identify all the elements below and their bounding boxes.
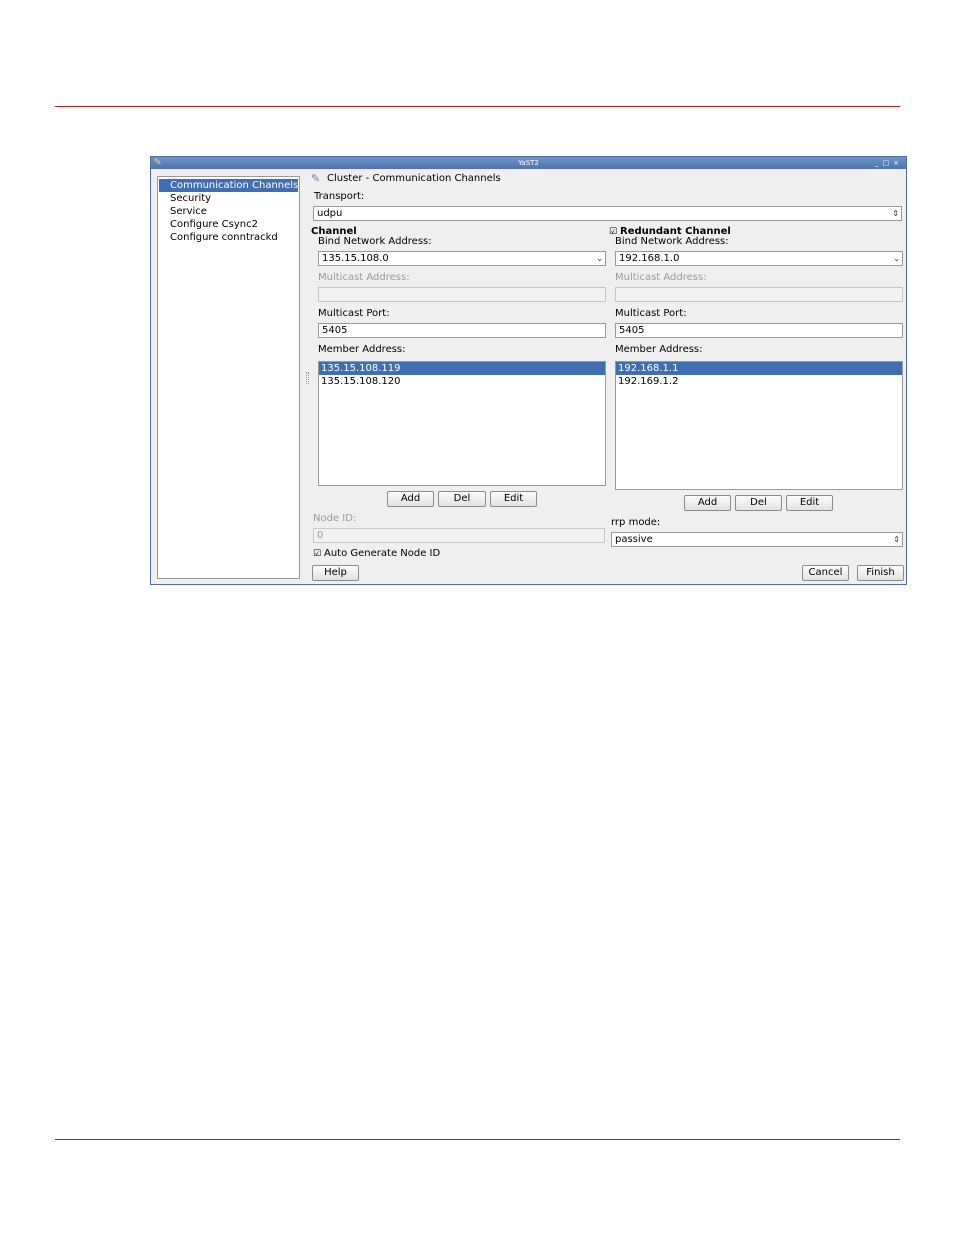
window-titlebar[interactable] bbox=[151, 157, 906, 169]
list-item[interactable]: 135.15.108.120 bbox=[321, 376, 401, 387]
redundant-multicast-port-field[interactable]: 5405 bbox=[615, 323, 903, 338]
redundant-bind-combo[interactable] bbox=[615, 251, 903, 266]
sidebar-tree bbox=[157, 176, 300, 579]
channel-bind-combo[interactable] bbox=[318, 251, 606, 266]
channel-edit-button[interactable]: Edit bbox=[490, 491, 537, 507]
redundant-channel-heading: Redundant Channel bbox=[620, 226, 731, 237]
window-title: YaST2 bbox=[518, 159, 539, 167]
transport-value: udpu bbox=[317, 208, 343, 219]
channel-heading: Channel bbox=[311, 226, 357, 237]
yast-app-icon: ✎ bbox=[154, 158, 162, 168]
redundant-bind-label: Bind Network Address: bbox=[615, 236, 729, 247]
redundant-channel-checkbox[interactable]: ☑ bbox=[609, 227, 618, 237]
sidebar-item-service[interactable]: Service bbox=[170, 206, 207, 217]
channel-multicast-port-label: Multicast Port: bbox=[318, 308, 390, 319]
redundant-member-list[interactable] bbox=[615, 361, 903, 490]
redundant-add-button[interactable]: Add bbox=[684, 495, 731, 511]
auto-generate-checkbox[interactable]: ☑ bbox=[313, 549, 322, 559]
list-item[interactable]: 192.168.1.1 bbox=[616, 362, 902, 375]
help-button[interactable]: Help bbox=[312, 565, 359, 581]
cluster-wrench-icon: ✎ bbox=[311, 172, 321, 185]
sidebar-item-communication-channels[interactable]: Communication Channels bbox=[159, 179, 298, 192]
channel-bind-value: 135.15.108.0 bbox=[322, 253, 389, 264]
channel-multicast-address-label: Multicast Address: bbox=[318, 272, 410, 283]
window-controls bbox=[875, 157, 903, 169]
chevron-down-icon: ⌄ bbox=[893, 254, 900, 263]
channel-multicast-address-field[interactable] bbox=[318, 287, 606, 302]
sidebar-item-security[interactable]: Security bbox=[170, 193, 212, 204]
transport-label: Transport: bbox=[314, 191, 365, 202]
updown-arrow-icon: ⇕ bbox=[893, 535, 900, 544]
footer-rule bbox=[55, 1139, 900, 1140]
page-title: Cluster - Communication Channels bbox=[327, 173, 501, 184]
minimize-icon[interactable]: _ bbox=[875, 159, 883, 167]
channel-add-button[interactable]: Add bbox=[387, 491, 434, 507]
rrp-mode-value: passive bbox=[615, 534, 653, 545]
redundant-multicast-address-field[interactable] bbox=[615, 287, 903, 302]
list-item[interactable]: 135.15.108.119 bbox=[319, 362, 605, 375]
redundant-edit-button[interactable]: Edit bbox=[786, 495, 833, 511]
sidebar-item-configure-csync2[interactable]: Configure Csync2 bbox=[170, 219, 258, 230]
redundant-multicast-port-label: Multicast Port: bbox=[615, 308, 687, 319]
close-icon[interactable]: × bbox=[893, 159, 903, 167]
maximize-icon[interactable]: □ bbox=[882, 159, 894, 167]
channel-bind-label: Bind Network Address: bbox=[318, 236, 432, 247]
header-rule bbox=[55, 106, 900, 107]
cancel-button[interactable]: Cancel bbox=[802, 565, 849, 581]
redundant-del-button[interactable]: Del bbox=[735, 495, 782, 511]
rrp-mode-select[interactable] bbox=[611, 532, 903, 547]
channel-member-label: Member Address: bbox=[318, 344, 406, 355]
list-item[interactable]: 192.169.1.2 bbox=[618, 376, 679, 387]
redundant-multicast-address-label: Multicast Address: bbox=[615, 272, 707, 283]
auto-generate-label: Auto Generate Node ID bbox=[324, 548, 441, 559]
transport-select[interactable] bbox=[313, 206, 902, 221]
node-id-label: Node ID: bbox=[313, 513, 357, 524]
yast2-window bbox=[150, 156, 907, 585]
chevron-down-icon: ⌄ bbox=[596, 254, 603, 263]
redundant-member-label: Member Address: bbox=[615, 344, 703, 355]
sidebar-item-configure-conntrackd[interactable]: Configure conntrackd bbox=[170, 232, 278, 243]
channel-multicast-port-field[interactable]: 5405 bbox=[318, 323, 606, 338]
updown-arrow-icon: ⇕ bbox=[892, 209, 899, 218]
channel-member-list[interactable] bbox=[318, 361, 606, 486]
rrp-mode-label: rrp mode: bbox=[611, 517, 661, 528]
pane-splitter-handle[interactable] bbox=[306, 372, 309, 384]
channel-del-button[interactable]: Del bbox=[438, 491, 486, 507]
redundant-bind-value: 192.168.1.0 bbox=[619, 253, 680, 264]
node-id-field[interactable]: 0 bbox=[313, 528, 605, 543]
finish-button[interactable]: Finish bbox=[857, 565, 904, 581]
